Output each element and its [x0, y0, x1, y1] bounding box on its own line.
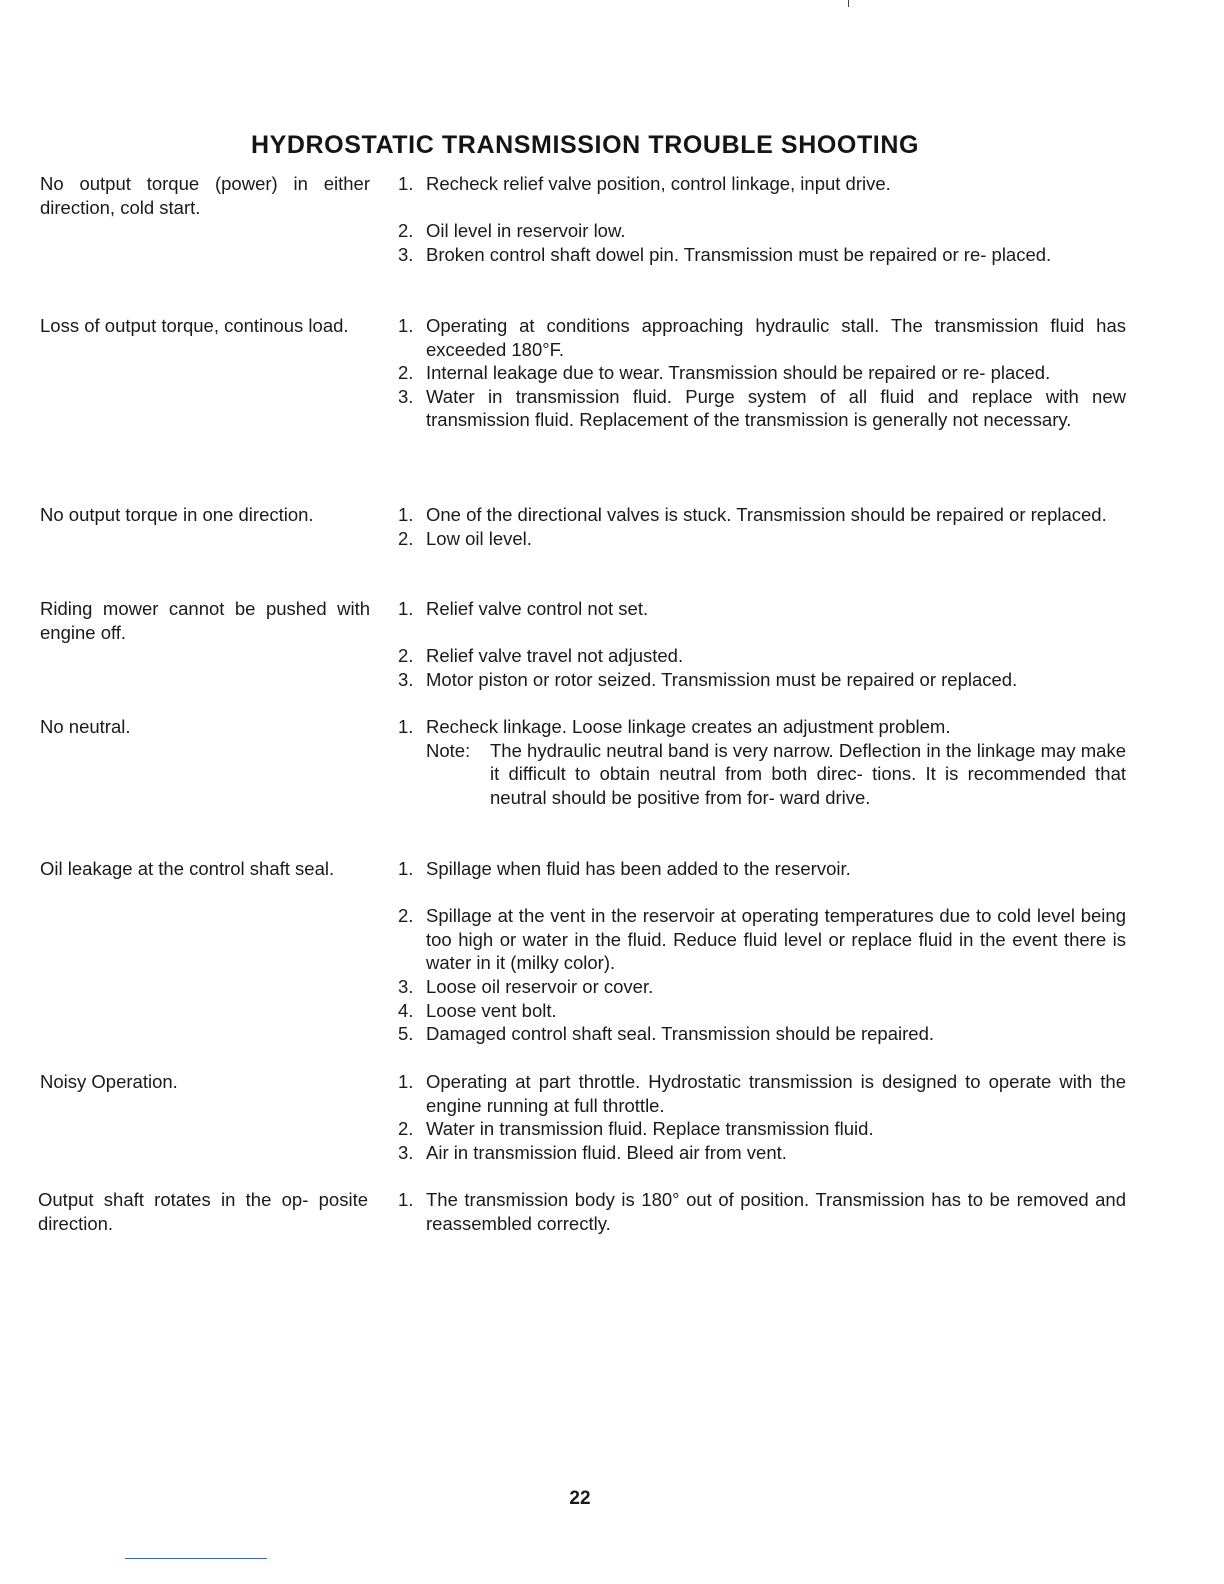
remedy-item: [398, 597, 1126, 621]
remedy-number: 1.: [398, 716, 414, 737]
remedy-item: [398, 527, 1126, 551]
remedy-item: [398, 361, 1126, 385]
remedy-text: Air in transmission fluid. Bleed air from vent.: [426, 1141, 787, 1163]
remedy-number: 4.: [398, 999, 414, 1021]
remedy-number: 2.: [398, 527, 414, 549]
remedy-text: Relief valve control not set.: [426, 598, 649, 619]
problem-text: Oil leakage at the control shaft seal.: [40, 858, 335, 879]
remedy-text: Spillage at the vent in the reservoir at operating temperatures due to cold level being too high or water in the fluid. Reduce fluid level or replace fluid in the event there is water in it (milky color).: [426, 905, 1126, 974]
remedy-item: [398, 975, 1126, 999]
problem-text: No output torque (power) in either direction, cold start.: [40, 173, 370, 218]
remedy-text: One of the directional valves is stuck. Transmission should be repaired or replaced.: [426, 504, 1107, 525]
remedy-item: [398, 904, 1126, 975]
remedy-number: 2.: [398, 362, 414, 384]
remedy-list: [398, 597, 1126, 691]
remedy-item: [398, 715, 1126, 809]
remedy-number: 1.: [398, 173, 414, 194]
remedy-text: Low oil level.: [426, 527, 532, 549]
remedy-list: [398, 715, 1126, 809]
page-number: 22: [569, 1488, 591, 1509]
remedy-text: Water in transmission fluid. Replace transmission fluid.: [426, 1118, 874, 1140]
remedy-text: Internal leakage due to wear. Transmission should be repaired or re- placed.: [426, 362, 1051, 384]
remedy-number: 2.: [398, 220, 414, 242]
remedy-number: 3.: [398, 385, 414, 407]
remedy-list: [398, 857, 1126, 1046]
remedy-item: [398, 668, 1126, 692]
problem-text: Noisy Operation.: [40, 1071, 178, 1092]
problem-text: Riding mower cannot be pushed with engine off.: [40, 598, 370, 643]
note-label: Note:: [426, 739, 471, 761]
remedy-number: 2.: [398, 1118, 414, 1140]
remedy-item: [398, 314, 1126, 361]
problem-text: No neutral.: [40, 716, 131, 737]
remedy-text: Motor piston or rotor seized. Transmission must be repaired or replaced.: [426, 668, 1018, 690]
remedy-list: [398, 172, 1126, 266]
remedy-text: Damaged control shaft seal. Transmission should be repaired.: [426, 1023, 934, 1045]
remedy-item: [398, 644, 1126, 668]
remedy-item: [398, 385, 1126, 432]
remedy-number: 1.: [398, 1189, 414, 1210]
remedy-list: [398, 1188, 1126, 1235]
remedy-number: 5.: [398, 1023, 414, 1045]
remedy-text: Operating at part throttle. Hydrostatic transmission is designed to operate with the engine running at full throttle.: [426, 1071, 1126, 1116]
remedy-text: Broken control shaft dowel pin. Transmission must be repaired or re- placed.: [426, 243, 1052, 265]
remedy-list: [398, 1070, 1126, 1164]
remedy-number: 1.: [398, 598, 414, 619]
remedy-text: Loose vent bolt.: [426, 999, 557, 1021]
remedy-number: 1.: [398, 315, 414, 336]
remedy-text: Recheck linkage. Loose linkage creates an adjustment problem.: [426, 716, 951, 737]
page-title: HYDROSTATIC TRANSMISSION TROUBLE SHOOTING: [250, 130, 920, 159]
remedy-text: Spillage when fluid has been added to the reservoir.: [426, 858, 851, 879]
remedy-number: 3.: [398, 1141, 414, 1163]
top-edge-mark: [848, 0, 849, 7]
remedy-text: The transmission body is 180° out of position. Transmission has to be removed and reassembled correctly.: [426, 1189, 1126, 1234]
remedy-number: 2.: [398, 645, 414, 667]
bottom-rule: [125, 1558, 267, 1559]
remedy-item: [398, 1141, 1126, 1165]
remedy-list: [398, 503, 1126, 550]
remedy-text: Oil level in reservoir low.: [426, 220, 626, 242]
remedy-item: [398, 1070, 1126, 1117]
remedy-number: 3.: [398, 243, 414, 265]
remedy-item: [398, 999, 1126, 1023]
remedy-text: Water in transmission fluid. Purge system of all fluid and replace with new transmission fluid. Replacement of the transmission is generally not necessary.: [426, 385, 1126, 431]
remedy-item: [398, 503, 1126, 527]
remedy-item: [398, 172, 1126, 196]
remedy-item: [398, 219, 1126, 243]
problem-text: Loss of output torque, continous load.: [40, 315, 349, 336]
remedy-item: [398, 243, 1126, 267]
remedy-number: 2.: [398, 905, 414, 927]
remedy-text: Operating at conditions approaching hydraulic stall. The transmission fluid has exceeded 180°F.: [426, 315, 1126, 360]
remedy-list: [398, 314, 1126, 432]
remedy-item: [398, 1022, 1126, 1046]
remedy-number: 1.: [398, 1071, 414, 1092]
remedy-number: 3.: [398, 975, 414, 997]
remedy-item: [398, 1117, 1126, 1141]
note-text: The hydraulic neutral band is very narrow. Deflection in the linkage may make it difficult to obtain neutral from both direc- tions. It is recommended that neutral should be positive from for- ward drive.: [490, 739, 1126, 808]
remedy-text: Relief valve travel not adjusted.: [426, 645, 684, 667]
remedy-number: 1.: [398, 858, 414, 879]
remedy-text: Loose oil reservoir or cover.: [426, 975, 654, 997]
remedy-number: 3.: [398, 668, 414, 690]
remedy-item: [398, 1188, 1126, 1235]
remedy-text: Recheck relief valve position, control linkage, input drive.: [426, 173, 891, 194]
remedy-note: [426, 739, 1126, 810]
problem-text: No output torque in one direction.: [40, 504, 314, 525]
remedy-item: [398, 857, 1126, 881]
problem-text: Output shaft rotates in the op- posite direction.: [38, 1189, 368, 1234]
remedy-number: 1.: [398, 504, 414, 525]
